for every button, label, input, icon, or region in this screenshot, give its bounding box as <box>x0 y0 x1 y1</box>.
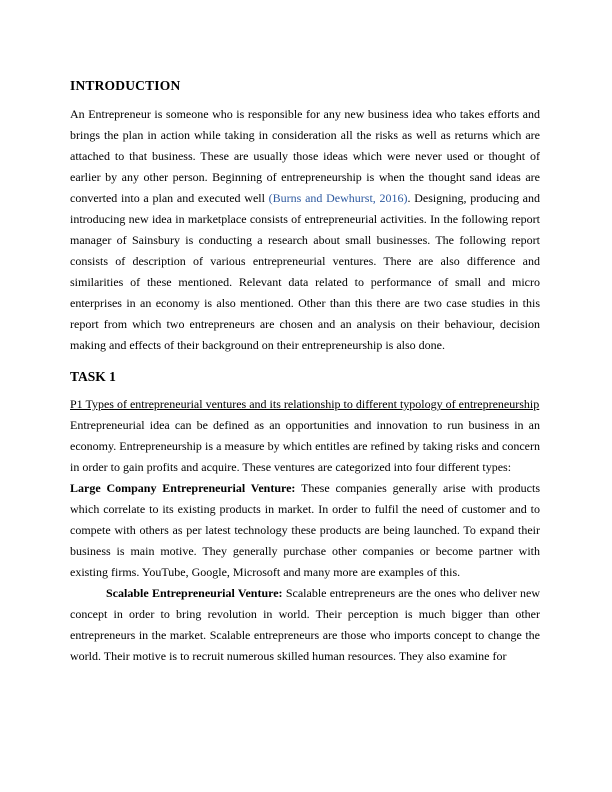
large-company-venture-text: These companies generally arise with products which correlate to its existing products in market. In order to fulfil the need of customer and to compete with others as per latest technology these products are being launched. To expand their business is main motive. They generally purchase other companies or become partner with existing firms. YouTube, Google, Microsoft and many more are examples of this. <box>70 481 540 579</box>
introduction-heading: INTRODUCTION <box>70 78 181 93</box>
introduction-paragraph <box>70 104 540 356</box>
scalable-venture-text: Scalable entrepreneurs are the ones who deliver new concept in order to bring revolution in world. Their perception is much bigger than other entrepreneurs in the market. Scalable entrepreneurs are those who imports concept to change the world. Their motive is to recruit numerous skilled human resources. They also examine for <box>70 586 540 663</box>
task1-intro-paragraph: Entrepreneurial idea can be defined as an opportunities and innovation to run business in an economy. Entrepreneurship is a measure by which entitles are refined by taking risks and concern in order to gain profits and acquire. These ventures are categorized into four different types: <box>70 418 540 474</box>
introduction-text-after-citation: . Designing, producing and introducing new idea in marketplace consists of entrepreneurial activities. In the following report manager of Sainsbury is conducting a research about small businesses. The following report consists of description of various entrepreneurial ventures. There are also difference and similarities of these mentioned. Relevant data related to performance of small and micro enterprises in an economy is also mentioned. Other than this there are two case studies in this report from which two entrepreneurs are chosen and an analysis on their behaviour, decision making and effects of their background on their entrepreneurship is also done. <box>70 191 540 352</box>
scalable-paragraph <box>70 583 540 667</box>
scalable-venture-label: Scalable Entrepreneurial Venture: <box>106 586 283 600</box>
introduction-text-before-citation: An Entrepreneur is someone who is responsible for any new business idea who takes efforts and brings the plan in action while taking in consideration all the risks as well as returns which are attached to that business. These are usually those ideas which were never used or thought of earlier by any other person. Beginning of entrepreneurship is when the thought sand ideas are converted into a plan and executed well <box>70 107 540 205</box>
p1-subheading: P1 Types of entrepreneurial ventures and its relationship to different typology of entrepreneurship <box>70 397 540 411</box>
large-company-venture-label: Large Company Entrepreneurial Venture: <box>70 481 296 495</box>
large-company-paragraph <box>70 478 540 583</box>
task1-heading: TASK 1 <box>70 369 116 384</box>
citation-burns-dewhurst: (Burns and Dewhurst, 2016) <box>268 191 408 205</box>
